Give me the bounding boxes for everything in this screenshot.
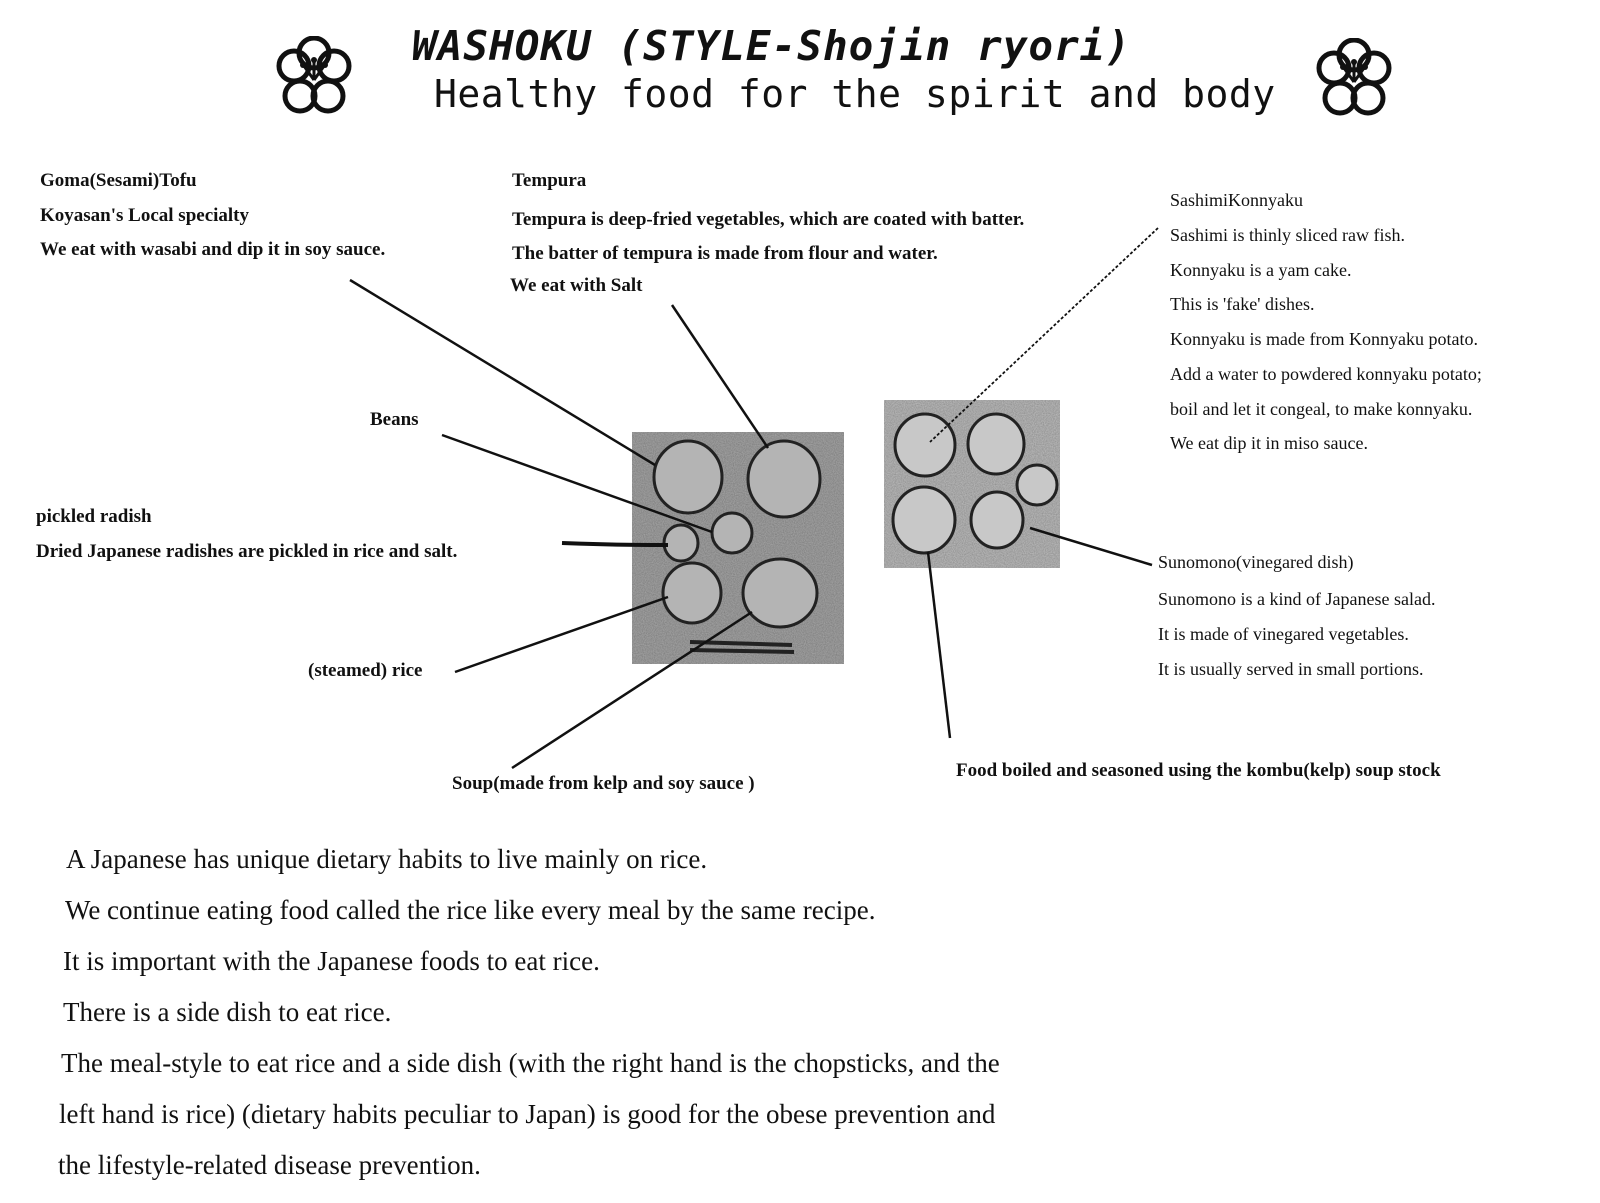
boiled-food-label: Food boiled and seasoned using the kombu(kelp) soup stock	[956, 760, 1441, 781]
soup-label: Soup(made from kelp and soy sauce )	[452, 773, 755, 794]
paragraph-line: the lifestyle-related disease prevention.	[58, 1150, 481, 1180]
tempura-label: Tempura	[512, 170, 587, 191]
boiled-leader-line	[928, 552, 950, 738]
sashimi-konnyaku-desc: This is 'fake' dishes.	[1170, 294, 1315, 314]
page-subtitle: Healthy food for the spirit and body	[434, 72, 1276, 116]
tempura-desc: The batter of tempura is made from flour and water.	[512, 243, 938, 264]
paragraph-line: A Japanese has unique dietary habits to live mainly on rice.	[66, 844, 708, 874]
pickled-radish-label: pickled radish	[36, 506, 152, 527]
pickled-radish-dish	[664, 525, 698, 561]
tempura-leader-line	[672, 305, 768, 448]
sunomono-desc: It is made of vinegared vegetables.	[1158, 624, 1409, 644]
body-paragraph	[58, 846, 1298, 1203]
sashimi-konnyaku-desc: Sashimi is thinly sliced raw fish.	[1170, 225, 1405, 245]
paragraph-line: left hand is rice) (dietary habits peculiar to Japan) is good for the obese prevention and	[59, 1099, 996, 1129]
tempura-plate	[748, 441, 820, 517]
goma-tofu-label: Goma(Sesami)Tofu	[40, 170, 197, 191]
small-dish	[1017, 465, 1057, 505]
pickled-radish-desc: Dried Japanese radishes are pickled in rice and salt.	[36, 541, 458, 562]
sunomono-label: Sunomono(vinegared dish)	[1158, 552, 1354, 572]
rice-label: (steamed) rice	[308, 660, 423, 681]
paragraph-line: The meal-style to eat rice and a side dish (with the right hand is the chopsticks, and the	[61, 1048, 1000, 1078]
sashimi-konnyaku-desc: Konnyaku is made from Konnyaku potato.	[1170, 329, 1478, 349]
paragraph-line: It is important with the Japanese foods to eat rice.	[63, 946, 600, 976]
sashimi-konnyaku-desc: boil and let it congeal, to make konnyaku.	[1170, 399, 1473, 419]
sunomono-desc: Sunomono is a kind of Japanese salad.	[1158, 589, 1436, 609]
tempura-desc: Tempura is deep-fried vegetables, which are coated with batter.	[512, 209, 1025, 230]
goma-tofu-bowl	[654, 441, 722, 513]
rice-bowl	[663, 563, 721, 623]
beans-dish	[712, 513, 752, 553]
paragraph-line: We continue eating food called the rice like every meal by the same recipe.	[65, 895, 876, 925]
side-dish-top	[968, 414, 1024, 474]
tempura-desc: We eat with Salt	[510, 275, 643, 296]
sunomono-desc: It is usually served in small portions.	[1158, 659, 1424, 679]
sashimi-konnyaku-desc: We eat dip it in miso sauce.	[1170, 433, 1368, 453]
paragraph-line: There is a side dish to eat rice.	[63, 997, 392, 1027]
page-title: WASHOKU (STYLE-Shojin ryori)	[412, 22, 1132, 70]
sashimi-konnyaku-dish	[895, 414, 955, 476]
sashimi-konnyaku-label: SashimiKonnyaku	[1170, 190, 1303, 210]
goma-tofu-desc: Koyasan's Local specialty	[40, 205, 250, 226]
pickled-leader-line	[562, 543, 668, 545]
soup-bowl	[743, 559, 817, 627]
sunomono-dish	[971, 492, 1023, 548]
sashimi-konnyaku-desc: Add a water to powdered konnyaku potato;	[1170, 364, 1482, 384]
sashimi-konnyaku-desc: Konnyaku is a yam cake.	[1170, 260, 1352, 280]
beans-label: Beans	[370, 409, 419, 430]
boiled-food-dish	[893, 487, 955, 553]
goma-tofu-desc: We eat with wasabi and dip it in soy sauce.	[40, 239, 386, 260]
goma-leader-line	[350, 280, 655, 465]
